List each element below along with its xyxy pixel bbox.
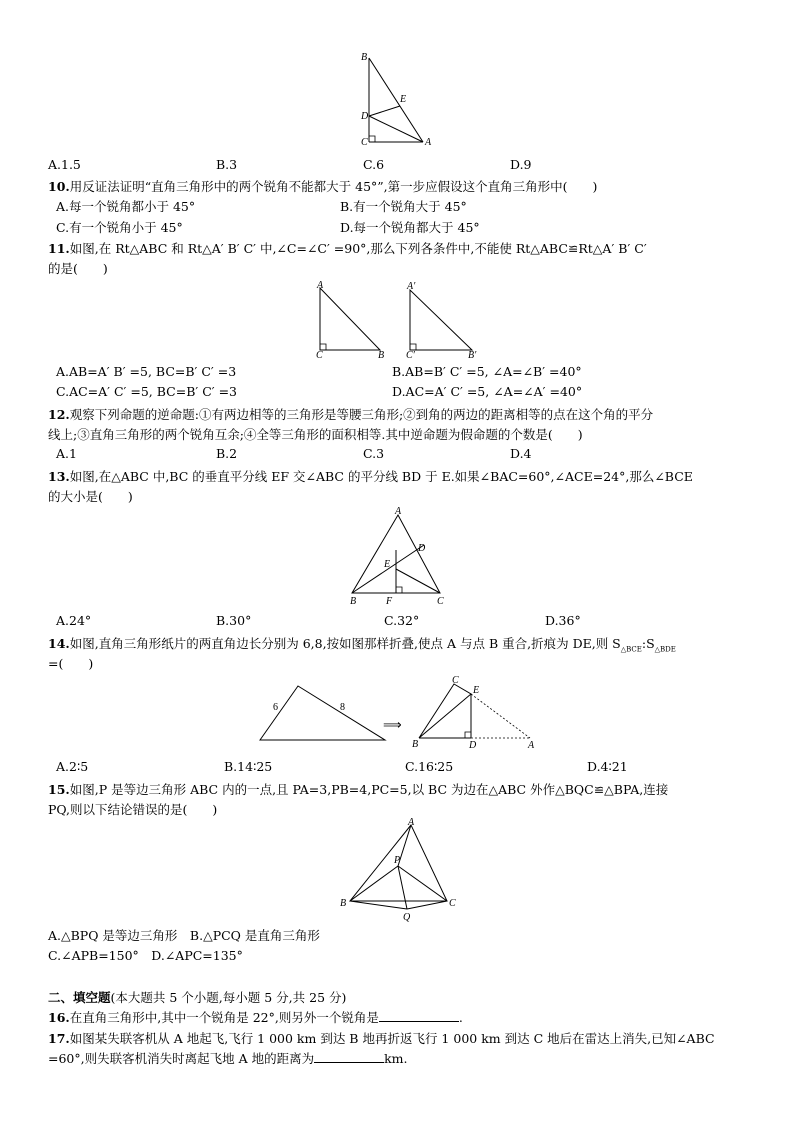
- question-number: 14.: [48, 636, 70, 651]
- question-text-line1: 如图某失联客机从 A 地起飞,飞行 1 000 km 到达 B 地再折返飞行 1 000 km 到达 C 地后在雷达上消失,已知∠ABC: [69, 1031, 715, 1046]
- question-text-line1: 观察下列命题的逆命题:①有两边相等的三角形是等腰三角形;②到角的两边的距离相等的点在这个角的平分: [69, 407, 654, 422]
- q12-option-a: A.1: [56, 446, 77, 461]
- q15-question-line2: PQ,则以下结论错误的是( ): [48, 802, 218, 817]
- q10-option-c: C.有一个锐角小于 45°: [56, 220, 183, 235]
- label-B: B: [350, 596, 357, 607]
- q14-option-b: B.14∶25: [224, 759, 273, 774]
- label-A-prime: A′: [407, 281, 416, 292]
- label-A: A: [528, 740, 535, 751]
- label-E: E: [400, 94, 407, 105]
- q13-question: [48, 467, 693, 485]
- label-A: A: [425, 137, 432, 148]
- q14-figure: [255, 672, 545, 752]
- label-D: D: [418, 543, 426, 554]
- q10-option-d: D.每一个锐角都大于 45°: [340, 220, 480, 235]
- q10-option-a: A.每一个锐角都小于 45°: [56, 199, 196, 214]
- q13-option-d: D.36°: [545, 613, 581, 628]
- label-B-prime: B′: [468, 350, 477, 360]
- q15-options-line2: C.∠APB=150° D.∠APC=135°: [48, 948, 243, 963]
- label-8: 8: [340, 702, 345, 713]
- label-B: B: [340, 898, 347, 909]
- question-number: 12.: [48, 407, 70, 422]
- label-C: C: [452, 675, 459, 686]
- q16-question: [48, 1008, 463, 1026]
- question-number: 16.: [48, 1010, 70, 1025]
- q17-question: [48, 1029, 715, 1047]
- question-text-end: .: [458, 1010, 463, 1025]
- q17-question-line2: [48, 1049, 407, 1067]
- label-C: C: [449, 898, 456, 909]
- q11-option-a: A.AB=A′ B′ =5, BC=B′ C′ =3: [56, 364, 237, 379]
- q14-option-c: C.16∶25: [405, 759, 454, 774]
- label-E: E: [473, 685, 480, 696]
- q14-option-d: D.4∶21: [587, 759, 628, 774]
- question-number: 10.: [48, 179, 70, 194]
- question-text-line1: 如图,在△ABC 中,BC 的垂直平分线 EF 交∠ABC 的平分线 BD 于 E.如果∠BAC=60°,∠ACE=24°,那么∠BCE: [69, 469, 693, 484]
- q11-option-d: D.AC=A′ C′ =5, ∠A=∠A′ =40°: [392, 384, 583, 399]
- label-P: P: [394, 855, 401, 866]
- subscript-bce: △BCE: [620, 645, 642, 654]
- question-text-line1: 如图,P 是等边三角形 ABC 内的一点,且 PA=3,PB=4,PC=5,以 BC 为边在△ABC 外作△BQC≌△BPA,连接: [69, 782, 669, 797]
- section-note: (本大题共 5 个小题,每小题 5 分,共 25 分): [110, 990, 347, 1005]
- q12-question-line2: 线上;③直角三角形的两个锐角互余;④全等三角形的面积相等.其中逆命题为假命题的个数是( ): [48, 427, 583, 442]
- label-B: B: [378, 350, 385, 360]
- q9-figure: [355, 50, 445, 150]
- label-A: A: [395, 506, 402, 517]
- q12-option-d: D.4: [510, 446, 532, 461]
- arrow-icon: ⟹: [383, 717, 402, 732]
- q9-option-a: A.1.5: [48, 157, 81, 172]
- q14-question: [48, 634, 676, 654]
- section-heading: [48, 988, 346, 1006]
- answer-blank[interactable]: [314, 1050, 384, 1063]
- q11-option-b: B.AB=B′ C′ =5, ∠A=∠B′ =40°: [392, 364, 582, 379]
- q13-option-a: A.24°: [56, 613, 92, 628]
- label-C: C: [437, 596, 444, 607]
- label-Q: Q: [403, 912, 411, 923]
- q15-figure: [335, 815, 465, 923]
- q13-question-line2: 的大小是( ): [48, 489, 133, 504]
- q10-option-b: B.有一个锐角大于 45°: [340, 199, 467, 214]
- label-C: C: [316, 350, 323, 360]
- q10-question: [48, 177, 597, 195]
- question-text: =60°,则失联客机消失时离起飞地 A 地的距离为: [48, 1051, 315, 1066]
- q9-option-b: B.3: [216, 157, 238, 172]
- question-number: 15.: [48, 782, 70, 797]
- question-number: 17.: [48, 1031, 70, 1046]
- label-F: F: [386, 596, 393, 607]
- q13-option-c: C.32°: [384, 613, 420, 628]
- answer-blank[interactable]: [379, 1009, 459, 1022]
- label-A: A: [408, 817, 415, 828]
- label-E: E: [384, 559, 391, 570]
- q9-option-d: D.9: [510, 157, 532, 172]
- q9-option-c: C.6: [363, 157, 385, 172]
- section-title: 二、填空题: [48, 990, 111, 1005]
- question-number: 11.: [48, 241, 70, 256]
- q11-figure: [310, 280, 490, 360]
- q14-question-line2: =( ): [48, 656, 94, 671]
- label-6: 6: [273, 702, 278, 713]
- ratio-separator: :S: [641, 636, 655, 651]
- q13-figure: [340, 505, 460, 610]
- question-number: 13.: [48, 469, 70, 484]
- label-D: D: [361, 111, 369, 122]
- label-C-prime: C′: [406, 350, 415, 360]
- q13-option-b: B.30°: [216, 613, 252, 628]
- question-text-line1: 如图,在 Rt△ABC 和 Rt△A′ B′ C′ 中,∠C=∠C′ =90°,那么下列各条件中,不能使 Rt△ABC≌Rt△A′ B′ C′: [69, 241, 647, 256]
- label-D: D: [469, 740, 477, 751]
- label-C: C: [361, 137, 368, 148]
- q12-question: [48, 405, 653, 423]
- label-A: A: [317, 280, 324, 291]
- label-B: B: [412, 739, 419, 750]
- question-text: 用反证法证明“直角三角形中的两个锐角不能都大于 45°”,第一步应假设这个直角三角形中( ): [69, 179, 598, 194]
- q12-option-c: C.3: [363, 446, 385, 461]
- q12-option-b: B.2: [216, 446, 238, 461]
- q14-option-a: A.2∶5: [56, 759, 89, 774]
- q11-question-line2: 的是( ): [48, 261, 108, 276]
- q11-option-c: C.AC=A′ C′ =5, BC=B′ C′ =3: [56, 384, 237, 399]
- q11-question: [48, 239, 647, 257]
- unit-text: km.: [384, 1051, 408, 1066]
- question-text: 在直角三角形中,其中一个锐角是 22°,则另外一个锐角是: [69, 1010, 379, 1025]
- question-text-line1: 如图,直角三角形纸片的两直角边长分别为 6,8,按如图那样折叠,使点 A 与点 B 重合,折痕为 DE,则 S: [69, 636, 621, 651]
- label-B: B: [361, 52, 368, 63]
- q15-options-line1: A.△BPQ 是等边三角形 B.△PCQ 是直角三角形: [48, 928, 320, 943]
- q15-question: [48, 780, 668, 798]
- subscript-bde: △BDE: [654, 645, 676, 654]
